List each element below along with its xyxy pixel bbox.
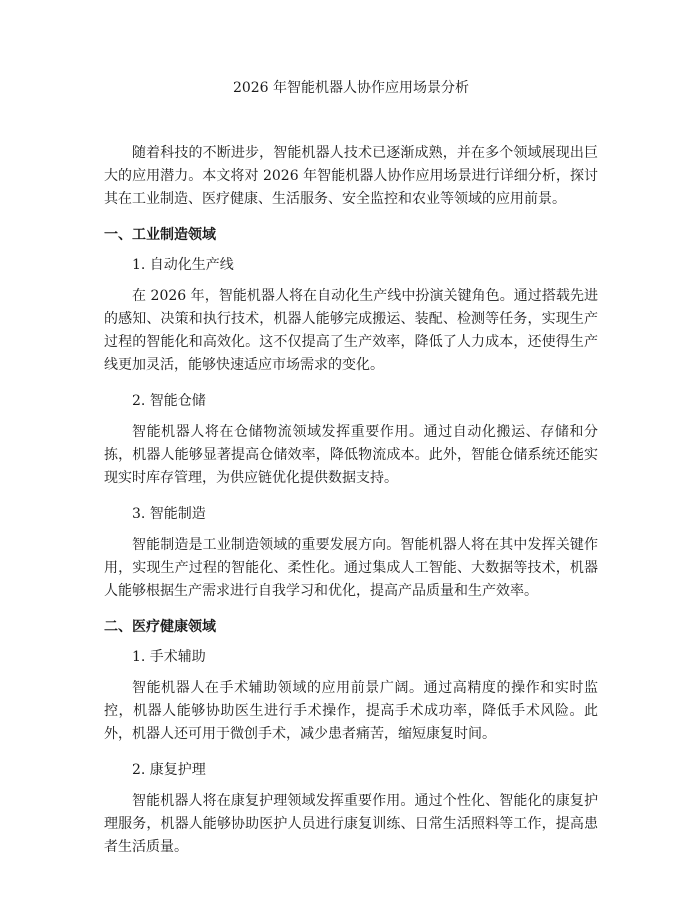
document-content [104, 78, 598, 859]
subheading-smart-manufacturing: 3. 智能制造 [132, 506, 206, 522]
subheading-smart-warehouse: 2. 智能仓储 [132, 393, 206, 409]
subheading-surgery-assist: 1. 手术辅助 [132, 649, 206, 665]
intro-paragraph: 随着科技的不断进步，智能机器人技术已逐渐成熟，并在多个领域展现出巨大的应用潜力。本文将对 2026 年智能机器人协作应用场景进行详细分析，探讨其在工业制造、医疗健康、生活服务、安全监控和农业等领域的应用前景。 [104, 145, 598, 207]
subheading-automation-line: 1. 自动化生产线 [132, 257, 234, 273]
subheading-rehab-care: 2. 康复护理 [132, 762, 206, 778]
section-heading-industrial: 一、工业制造领域 [104, 227, 216, 243]
section-heading-medical: 二、医疗健康领域 [104, 619, 216, 635]
paragraph-smart-warehouse: 智能机器人将在仓储物流领域发挥重要作用。通过自动化搬运、存储和分拣，机器人能够显著提高仓储效率，降低物流成本。此外，智能仓储系统还能实现实时库存管理，为供应链优化提供数据支持。 [104, 424, 598, 486]
paragraph-surgery-assist: 智能机器人在手术辅助领域的应用前景广阔。通过高精度的操作和实时监控，机器人能够协助医生进行手术操作，提高手术成功率，降低手术风险。此外，机器人还可用于微创手术，减少患者痛苦，缩短康复时间。 [104, 680, 598, 742]
paragraph-smart-manufacturing: 智能制造是工业制造领域的重要发展方向。智能机器人将在其中发挥关键作用，实现生产过程的智能化、柔性化。通过集成人工智能、大数据等技术，机器人能够根据生产需求进行自我学习和优化，提高产品质量和生产效率。 [104, 537, 598, 599]
document-title: 2026 年智能机器人协作应用场景分析 [232, 80, 470, 96]
paragraph-automation-line: 在 2026 年，智能机器人将在自动化生产线中扮演关键角色。通过搭载先进的感知、决策和执行技术，机器人能够完成搬运、装配、检测等任务，实现生产过程的智能化和高效化。这不仅提高了生产效率，降低了人力成本，还使得生产线更加灵活，能够快速适应市场需求的变化。 [104, 288, 598, 373]
paragraph-rehab-care: 智能机器人将在康复护理领域发挥重要作用。通过个性化、智能化的康复护理服务，机器人能够协助医护人员进行康复训练、日常生活照料等工作，提高患者生活质量。 [104, 793, 598, 855]
